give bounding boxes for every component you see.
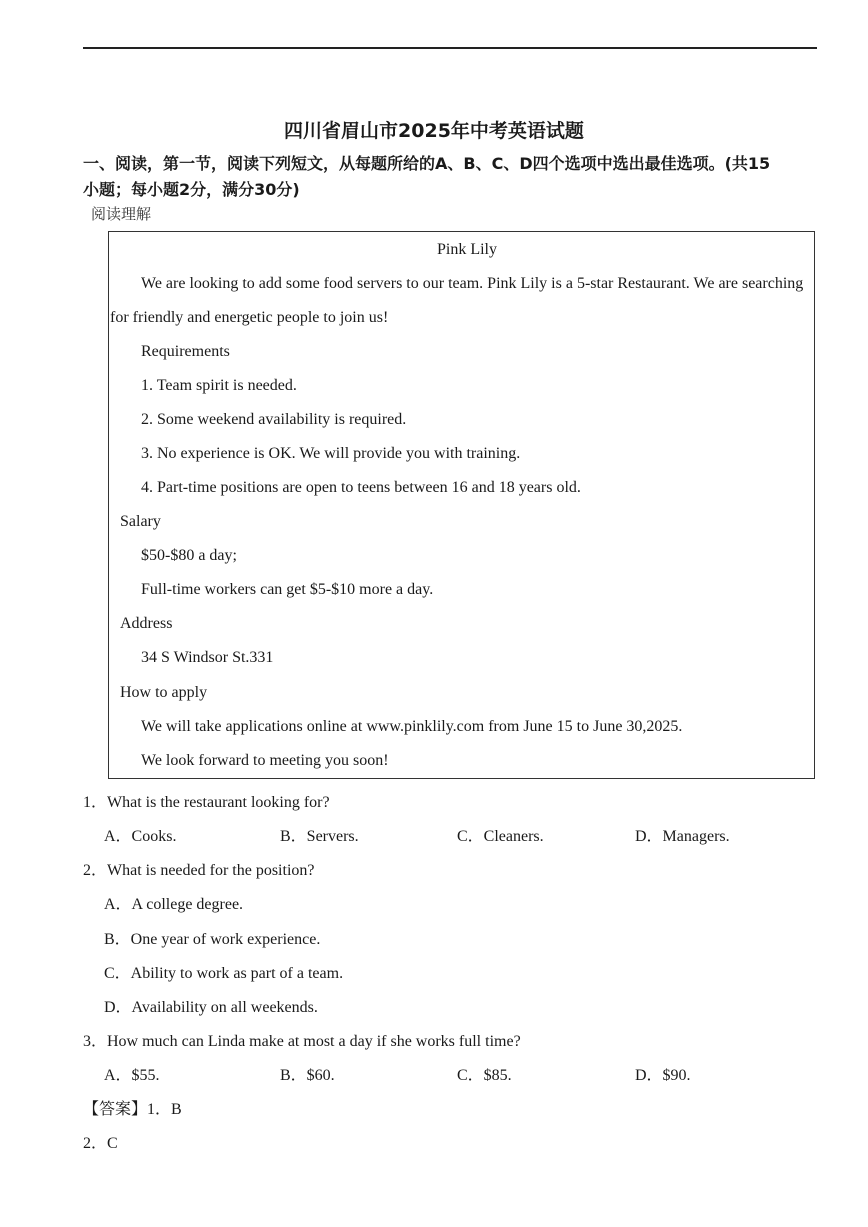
apply-heading: How to apply [120,684,208,701]
section-heading-line-1: 一、阅读，第一节，阅读下列短文，从每题所给的A、B、C、D四个选项中选出最佳选项。(共15 [83,154,771,173]
question-option: C．Ability to work as part of a team. [104,965,344,982]
passage-intro-line-2: for friendly and energetic people to join us! [110,309,389,326]
exam-title: 四川省眉山市2025年中考英语试题 [284,120,584,142]
answer-line [83,1096,182,1119]
question-option: D．$90. [635,1067,691,1084]
question-stem: 2．What is needed for the position? [83,862,315,879]
requirement-item: 2. Some weekend availability is required. [141,411,407,428]
requirements-heading: Requirements [141,343,230,360]
question-option: B．Servers. [280,828,359,845]
question-option: A．Cooks. [104,828,177,845]
address-heading: Address [120,615,173,632]
question-stem: 3．How much can Linda make at most a day if she works full time? [83,1033,521,1050]
question-option: C．Cleaners. [457,828,544,845]
requirement-item: 4. Part-time positions are open to teens between 16 and 18 years old. [141,479,581,496]
question-option: A．A college degree. [104,896,244,913]
question-stem: 1．What is the restaurant looking for? [83,794,330,811]
subsection-label: 阅读理解 [91,205,152,223]
question-option: B．$60. [280,1067,335,1084]
section-heading [83,151,823,203]
closing-line: We look forward to meeting you soon! [141,752,389,769]
section-heading-line-2: 小题；每小题2分，满分30分) [83,180,300,199]
answer-value: 1．B [147,1101,182,1118]
question-option: A．$55. [104,1067,160,1084]
apply-line: We will take applications online at www.pinklily.com from June 15 to June 30,2025. [141,718,683,735]
question-option: D．Managers. [635,828,730,845]
salary-line: Full-time workers can get $5-$10 more a day. [141,581,434,598]
question-option: C．$85. [457,1067,512,1084]
salary-line: $50-$80 a day; [141,547,237,564]
header-rule [83,47,817,49]
answer-line: 2．C [83,1135,118,1152]
salary-heading: Salary [120,513,161,530]
question-option: B．One year of work experience. [104,931,321,948]
passage-intro-line-1: We are looking to add some food servers to our team. Pink Lily is a 5-star Restaurant. We are searching [141,275,804,292]
address-line: 34 S Windsor St.331 [141,649,274,666]
passage-title: Pink Lily [436,241,497,258]
answer-tag: 【答案】 [83,1101,148,1118]
question-option: D．Availability on all weekends. [104,999,318,1016]
requirement-item: 3. No experience is OK. We will provide you with training. [141,445,521,462]
requirement-item: 1. Team spirit is needed. [141,377,297,394]
